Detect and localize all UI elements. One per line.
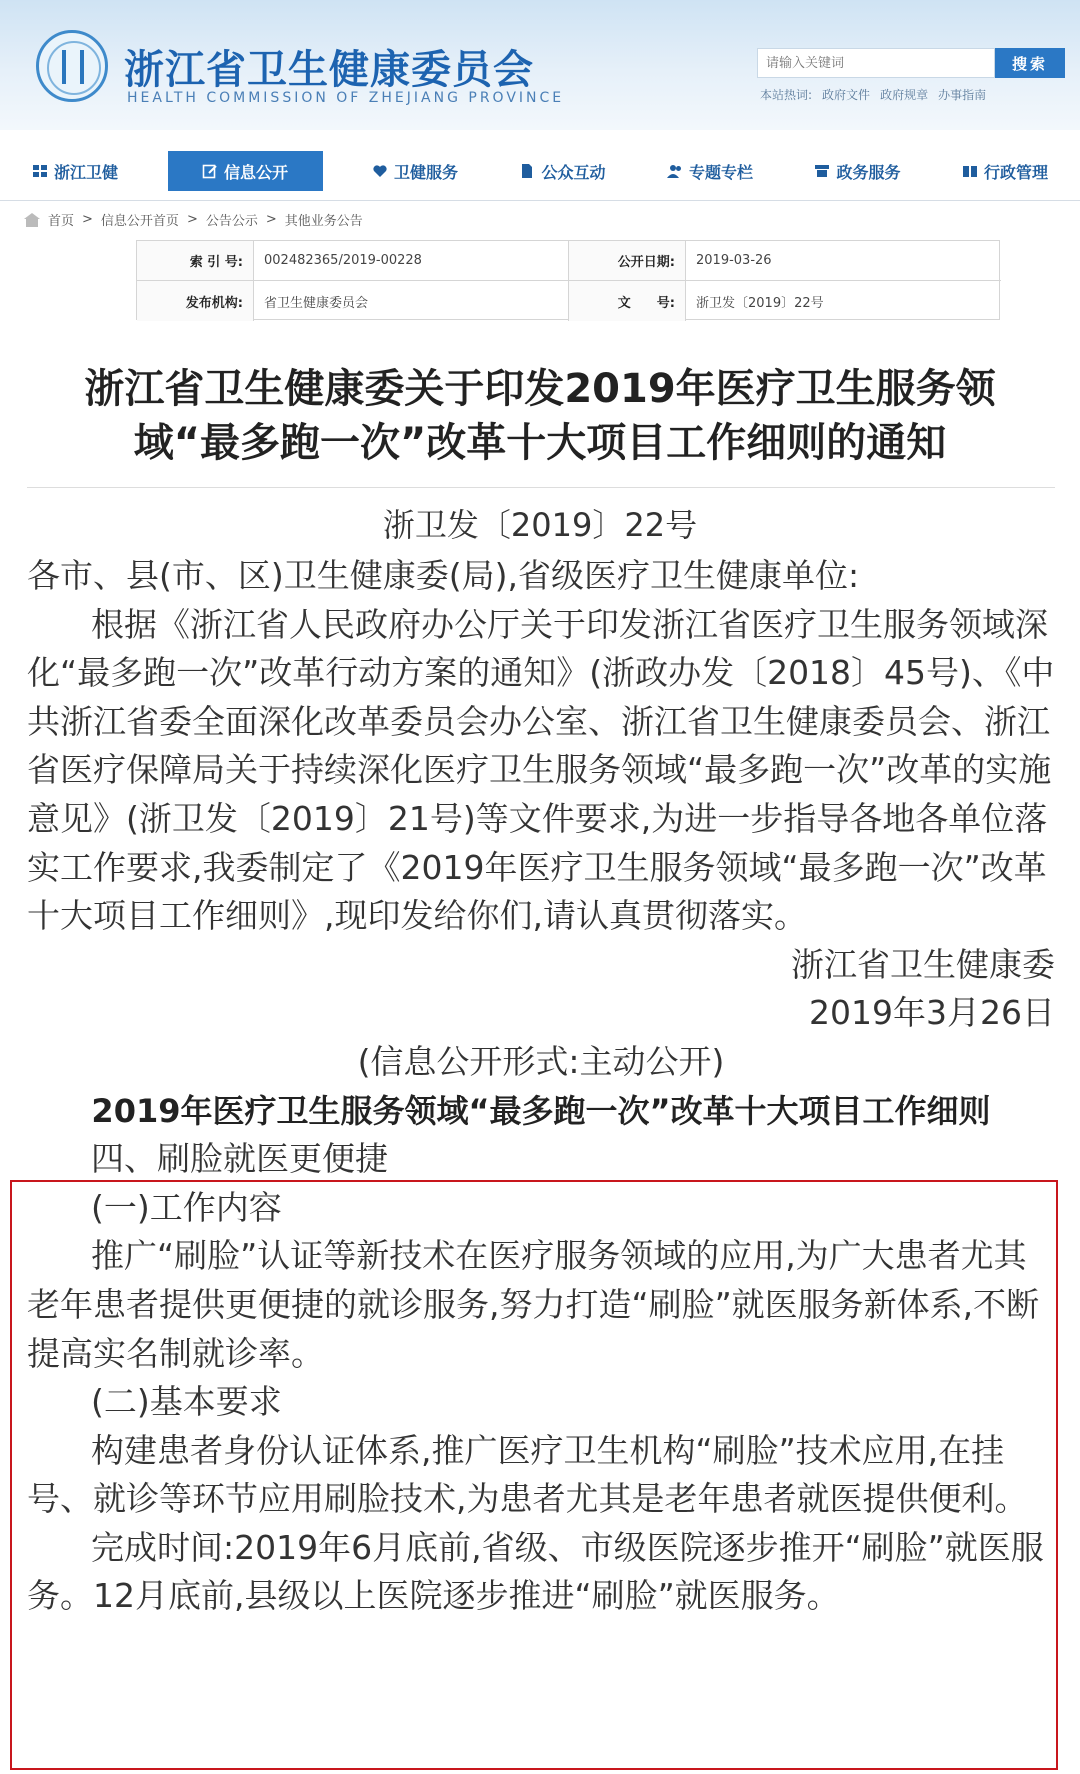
nav-item-public-interaction[interactable] <box>507 151 617 191</box>
hot-word-link[interactable]: 政府文件 <box>822 88 871 102</box>
hot-word-link[interactable]: 办事指南 <box>938 88 987 102</box>
deadline-paragraph: 完成时间:2019年6月底前,省级、市级医院逐步推开“刷脸”就医服务。12月底前,县级以上医院逐步推进“刷脸”就医服务。 <box>27 1527 1044 1616</box>
breadcrumb-link[interactable]: 首页 <box>48 214 75 229</box>
nav-item-label: 信息公开 <box>223 162 288 182</box>
search-button[interactable]: 搜索 <box>995 48 1065 78</box>
body-paragraph: 构建患者身份认证体系,推广医疗卫生机构“刷脸”技术应用,在挂号、就诊等环节应用刷脸技术,为患者尤其是老年患者就医提供便利。 <box>27 1430 1028 1519</box>
signature: 浙江省卫生健康委 <box>791 944 1055 984</box>
grid-icon <box>32 163 48 179</box>
document-title-line: 浙江省卫生健康委关于印发2019年医疗卫生服务领 <box>84 366 996 412</box>
nav-item-zhejiang-health[interactable] <box>20 151 130 191</box>
document-number: 浙卫发〔2019〕22号 <box>382 506 698 544</box>
breadcrumb-separator: > <box>265 212 277 227</box>
book-icon <box>962 163 978 179</box>
index-number-value: 002482365/2019-00228 <box>254 241 569 281</box>
register-icon <box>814 163 830 179</box>
publish-date-value: 2019-03-26 <box>686 241 1001 281</box>
attachment-title: 2019年医疗卫生服务领域“最多跑一次”改革十大项目工作细则 <box>91 1091 991 1130</box>
nav-item-label: 专题专栏 <box>688 162 753 182</box>
nav-item-label: 卫健服务 <box>393 162 458 182</box>
publish-date-label: 公开日期: <box>569 241 686 281</box>
subsection-heading: (一)工作内容 <box>91 1187 282 1227</box>
home-icon <box>24 213 40 227</box>
publisher-value: 省卫生健康委员会 <box>254 281 569 321</box>
document-body <box>27 552 1055 1621</box>
body-paragraph: 根据《浙江省人民政府办公厅关于印发浙江省医疗卫生服务领域深化“最多跑一次”改革行动方案的通知》(浙政办发〔2018〕45号)、《中共浙江省委全面深化改革委员会办公室、浙江省卫生健康委员会、浙江省医疗保障局关于持续深化医疗卫生服务领域“最多跑一次”改革的实施意见》(浙卫发〔2019〕21号)等文件要求,为进一步指导各地各单位落实工作要求,我委制定了《2019年医疗卫生服务领域“最多跑一次”改革十大项目工作细则》,现印发给你们,请认真贯彻落实。 <box>27 604 1055 936</box>
document-title <box>24 362 1056 470</box>
hot-words <box>760 86 986 103</box>
publisher-label: 发布机构: <box>137 281 254 321</box>
nav-item-label: 浙江卫健 <box>54 162 119 182</box>
title-divider <box>27 487 1055 488</box>
breadcrumb-separator: > <box>186 212 198 227</box>
document-number-label: 文 号: <box>569 281 686 321</box>
breadcrumb-separator: > <box>82 212 93 227</box>
section-heading: 四、刷脸就医更便捷 <box>91 1139 388 1179</box>
signature-date: 2019年3月26日 <box>809 993 1055 1033</box>
nav-item-info-disclosure[interactable] <box>168 151 323 191</box>
edit-icon <box>202 163 218 179</box>
document-number-value: 浙卫发〔2019〕22号 <box>696 295 824 311</box>
hot-words-label: 本站热词: <box>760 88 813 102</box>
site-header <box>0 0 1080 130</box>
users-icon <box>667 163 683 179</box>
subsection-heading: (二)基本要求 <box>91 1382 282 1422</box>
document-meta-table <box>136 240 1000 320</box>
breadcrumb-link[interactable]: 公告公示 <box>205 214 258 229</box>
salutation: 各市、县(市、区)卫生健康委(局),省级医疗卫生健康单位: <box>27 556 860 595</box>
nav-item-administration[interactable] <box>950 151 1060 191</box>
breadcrumb-link[interactable]: 信息公开首页 <box>100 214 179 229</box>
document-icon <box>519 163 535 179</box>
health-emblem-icon[interactable] <box>36 30 108 102</box>
nav-divider <box>0 200 1080 201</box>
nav-item-label: 政务服务 <box>836 162 901 182</box>
site-subtitle: HEALTH COMMISSION OF ZHEJIANG PROVINCE <box>127 90 565 106</box>
hot-word-link[interactable]: 政府规章 <box>880 88 929 102</box>
document-title-line: 域“最多跑一次”改革十大项目工作细则的通知 <box>133 420 947 466</box>
nav-item-label: 公众互动 <box>541 162 606 182</box>
search-input[interactable] <box>757 48 995 78</box>
body-paragraph: 推广“刷脸”认证等新技术在医疗服务领域的应用,为广大患者尤其老年患者提供更便捷的就诊服务,努力打造“刷脸”就医服务新体系,不断提高实名制就诊率。 <box>27 1236 1040 1373</box>
breadcrumb <box>24 210 363 229</box>
site-title[interactable]: 浙江省卫生健康委员会 <box>124 47 534 93</box>
breadcrumb-link[interactable]: 其他业务公告 <box>284 214 363 229</box>
nav-item-label: 行政管理 <box>983 162 1048 182</box>
index-number-label: 索 引 号: <box>137 241 254 281</box>
nav-item-special-topics[interactable] <box>655 151 765 191</box>
disclosure-form: (信息公开形式:主动公开) <box>357 1041 725 1081</box>
heart-icon <box>372 163 388 179</box>
nav-item-health-services[interactable] <box>360 151 470 191</box>
nav-item-government-services[interactable] <box>802 151 912 191</box>
main-nav <box>0 150 1080 192</box>
